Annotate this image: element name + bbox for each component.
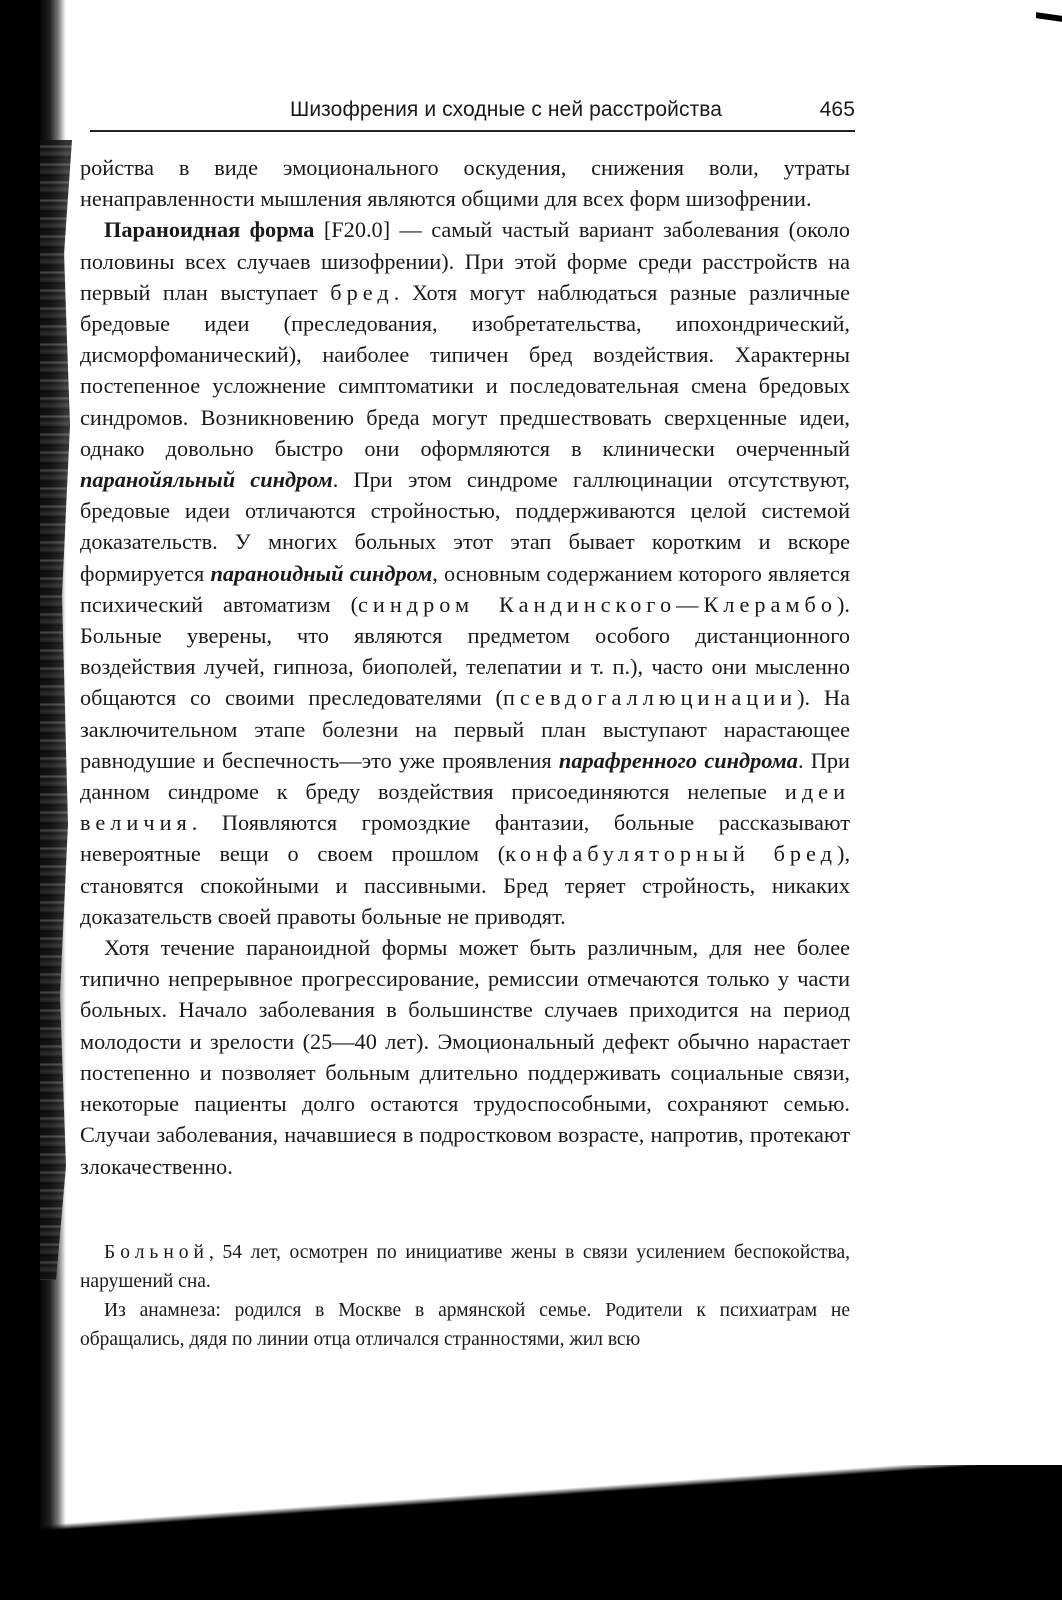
spaced-emphasis: Больной — [104, 1242, 209, 1263]
text-run: . При данном синдроме к бреду воздействия присоединяются нелепые — [80, 747, 850, 805]
text-run: ), становятся спокойными и пассивными. Бред теряет стройность, никаких доказательств своей правоты больные не приводят. — [80, 841, 851, 929]
text-run: , 54 лет, осмотрен по инициативе жены в связи усилением беспокойства, нарушений сна. — [80, 1242, 850, 1292]
page-number: 465 — [819, 98, 855, 121]
paragraph — [80, 1238, 850, 1296]
case-description — [80, 1238, 850, 1354]
text-run: . Хотя могут наблюдаться разные различные бредовые идеи (преследования, изобретательства, ипохондрический, дисморфоманический), наиболее типичен бред воздействия. Характерны постепенное усложнение симптоматики и последовательная смена бредовых синдромов. Возникновению бреда могут предшествовать сверхценные идеи, однако довольно быстро они оформляются в клинически очерченный — [80, 279, 850, 461]
text-run: , основным содержанием которого является психический автоматизм ( — [80, 560, 850, 617]
scan-corner-mark — [1036, 12, 1062, 22]
text-run: [F20.0] — самый частый вариант заболевания (около половины всех случаев шизофрении). При этой форме среди расстройств на первый план выступает — [80, 217, 850, 305]
scan-bottom-shadow — [0, 1465, 1062, 1600]
spaced-emphasis: конфабуляторный бред — [505, 841, 838, 867]
paragraph — [80, 1296, 850, 1354]
paragraph — [80, 932, 850, 1182]
text-run: ). Больные уверены, что являются предметом особого дистанционного воздействия лучей, гипноза, биополей, телепатии и т. п.), часто они мысленно общаются со своими преследователями ( — [80, 591, 850, 711]
text-run: . При этом синдроме галлюцинации отсутствуют, бредовые идеи отличаются стройностью, поддерживаются целой системой доказательств. У многих больных этот этап бывает коротким и вскоре формируется — [80, 467, 850, 586]
scan-spine-noise — [40, 140, 80, 1280]
syndrome-term: паранойяльный синдром — [80, 467, 333, 493]
paragraph — [80, 214, 850, 932]
spaced-emphasis: идеи величия — [80, 779, 850, 836]
syndrome-term: парафренного синдрома — [558, 747, 798, 773]
spaced-emphasis: бред — [330, 279, 394, 305]
text-run: Хотя течение параноидной формы может быть различным, для нее более типично непрерывное прогрессирование, ремиссии отмечаются только у части больных. Начало заболевания в большинстве случаев приходится на период молодости и зрелости (25—40 лет). Эмоциональный дефект обычно нарастает постепенно и позволяет больным длительно поддерживать социальные связи, некоторые пациенты долго остаются трудоспособными, сохраняют семью. Случаи заболевания, начавшиеся в подростковом возрасте, напротив, протекают злокачественно. — [80, 935, 850, 1179]
spaced-emphasis: псевдогаллюцинации — [502, 685, 798, 711]
text-run: ). На заключительном этапе болезни на первый план выступают нарастающее равнодушие и беспечность—это уже проявления — [80, 685, 850, 773]
bold-term: Параноидная форма — [104, 217, 315, 243]
spaced-emphasis: синдром Кандинского—Клерамбо — [358, 591, 837, 617]
text-run: . Появляются громоздкие фантазии, больные рассказывают невероятные вещи о своем прошлом ( — [80, 810, 850, 867]
paragraph — [80, 152, 850, 214]
running-header — [290, 98, 855, 122]
body-text — [80, 152, 850, 1182]
text-run: ройства в виде эмоционального оскудения, снижения воли, утраты ненаправленности мышления являются общими для всех форм шизофрении. — [80, 155, 850, 212]
running-header-title: Шизофрения и сходные с ней расстройства — [290, 98, 723, 121]
text-run: Из анамнеза: родился в Москве в армянской семье. Родители к психиатрам не обращались, дядя по линии отца отличался странностями, жил всю — [80, 1300, 850, 1350]
header-rule — [90, 130, 855, 132]
syndrome-term: параноидный синдром — [210, 560, 433, 586]
